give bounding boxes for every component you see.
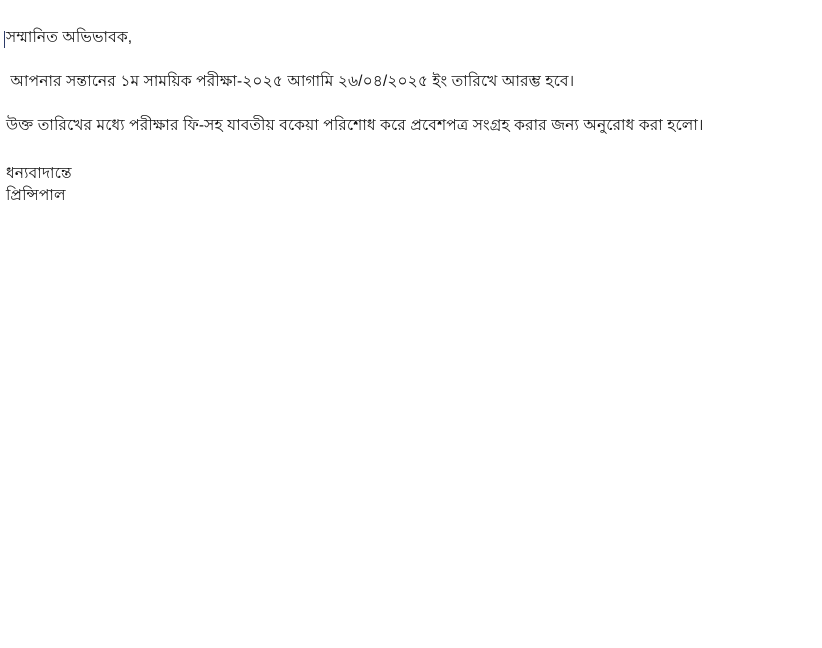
- paragraph-fee-request: উক্ত তারিখের মধ্যে পরীক্ষার ফি-সহ যাবতীয় বকেয়া পরিশোধ করে প্রবেশপত্র সংগ্রহ করার জন্য অনুরোধ করা হলো।: [6, 117, 704, 134]
- closing-signature: প্রিন্সিপাল: [6, 187, 66, 204]
- notice-body: [6, 24, 806, 204]
- salutation-line: সম্মানিত অভিভাবক,: [6, 29, 133, 46]
- paragraph-exam-date: আপনার সন্তানের ১ম সাময়িক পরীক্ষা-২০২৫ আগামি ২৬/০৪/২০২৫ ইং তারিখে আরম্ভ হবে।: [6, 72, 575, 90]
- text-cursor-marker: [4, 31, 5, 48]
- closing-thanks: ধন্যবাদান্তে: [6, 164, 72, 182]
